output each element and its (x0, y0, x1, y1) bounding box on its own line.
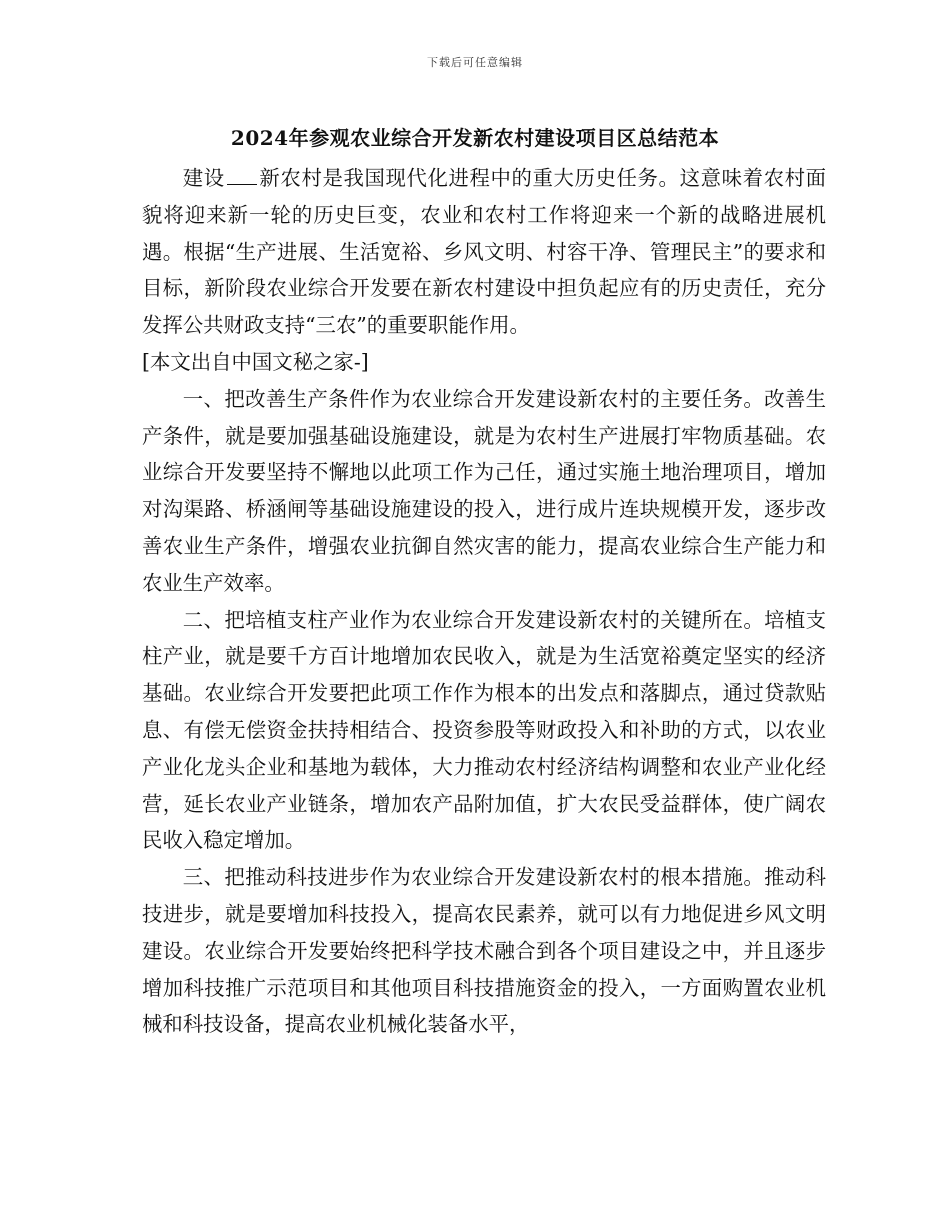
page-title: 2024年参观农业综合开发新农村建设项目区总结范本 (230, 126, 720, 150)
intro-text-rest: 新农村是我国现代化进程中的重大历史任务。这意味着农村面貌将迎来新一轮的历史巨变，农业和农村工作将迎来一个新的战略进展机遇。根据“生产进展、生活宽裕、乡风文明、村容干净、管理民主”的要求和目标，新阶段农业综合开发要在新农村建设中担负起应有的历史责任，充分发挥公共财政支持“三农”的重要职能作用。 (142, 166, 826, 338)
document-body (142, 160, 826, 1043)
paragraph-section-2: 二、把培植支柱产业作为农业综合开发建设新农村的关键所在。培植支柱产业，就是要千方百计地增加农民收入，就是为生活宽裕奠定坚实的经济基础。农业综合开发要把此项工作作为根本的出发点和落脚点，通过贷款贴息、有偿无偿资金扶持相结合、投资参股等财政投入和补助的方式，以农业产业化龙头企业和基地为载体，大力推动农村经济结构调整和农业产业化经营，延长农业产业链条，增加农产品附加值，扩大农民受益群体，使广阔农民收入稳定增加。 (142, 607, 826, 853)
source-note: [本文出自中国文秘之家-] (142, 349, 369, 374)
fill-in-blank (227, 166, 257, 185)
header-note: 下载后可任意编辑 (427, 56, 523, 69)
paragraph-section-3: 三、把推动科技进步作为农业综合开发建设新农村的根本措施。推动科技进步，就是要增加科技投入，提高农民素养，就可以有力地促进乡风文明建设。农业综合开发要始终把科学技术融合到各个项目建设之中，并且逐步增加科技推广示范项目和其他项目科技措施资金的投入，一方面购置农业机械和科技设备，提高农业机械化装备水平， (142, 865, 826, 1037)
intro-paragraph (142, 160, 826, 344)
intro-text-start: 建设 (182, 166, 225, 190)
paragraph-section-1: 一、把改善生产条件作为农业综合开发建设新农村的主要任务。改善生产条件，就是要加强基础设施建设，就是为农村生产进展打牢物质基础。农业综合开发要坚持不懈地以此项工作为己任，通过实施土地治理项目，增加对沟渠路、桥涵闸等基础设施建设的投入，进行成片连块规模开发，逐步改善农业生产条件，增强农业抗御自然灾害的能力，提高农业综合生产能力和农业生产效率。 (142, 386, 826, 595)
